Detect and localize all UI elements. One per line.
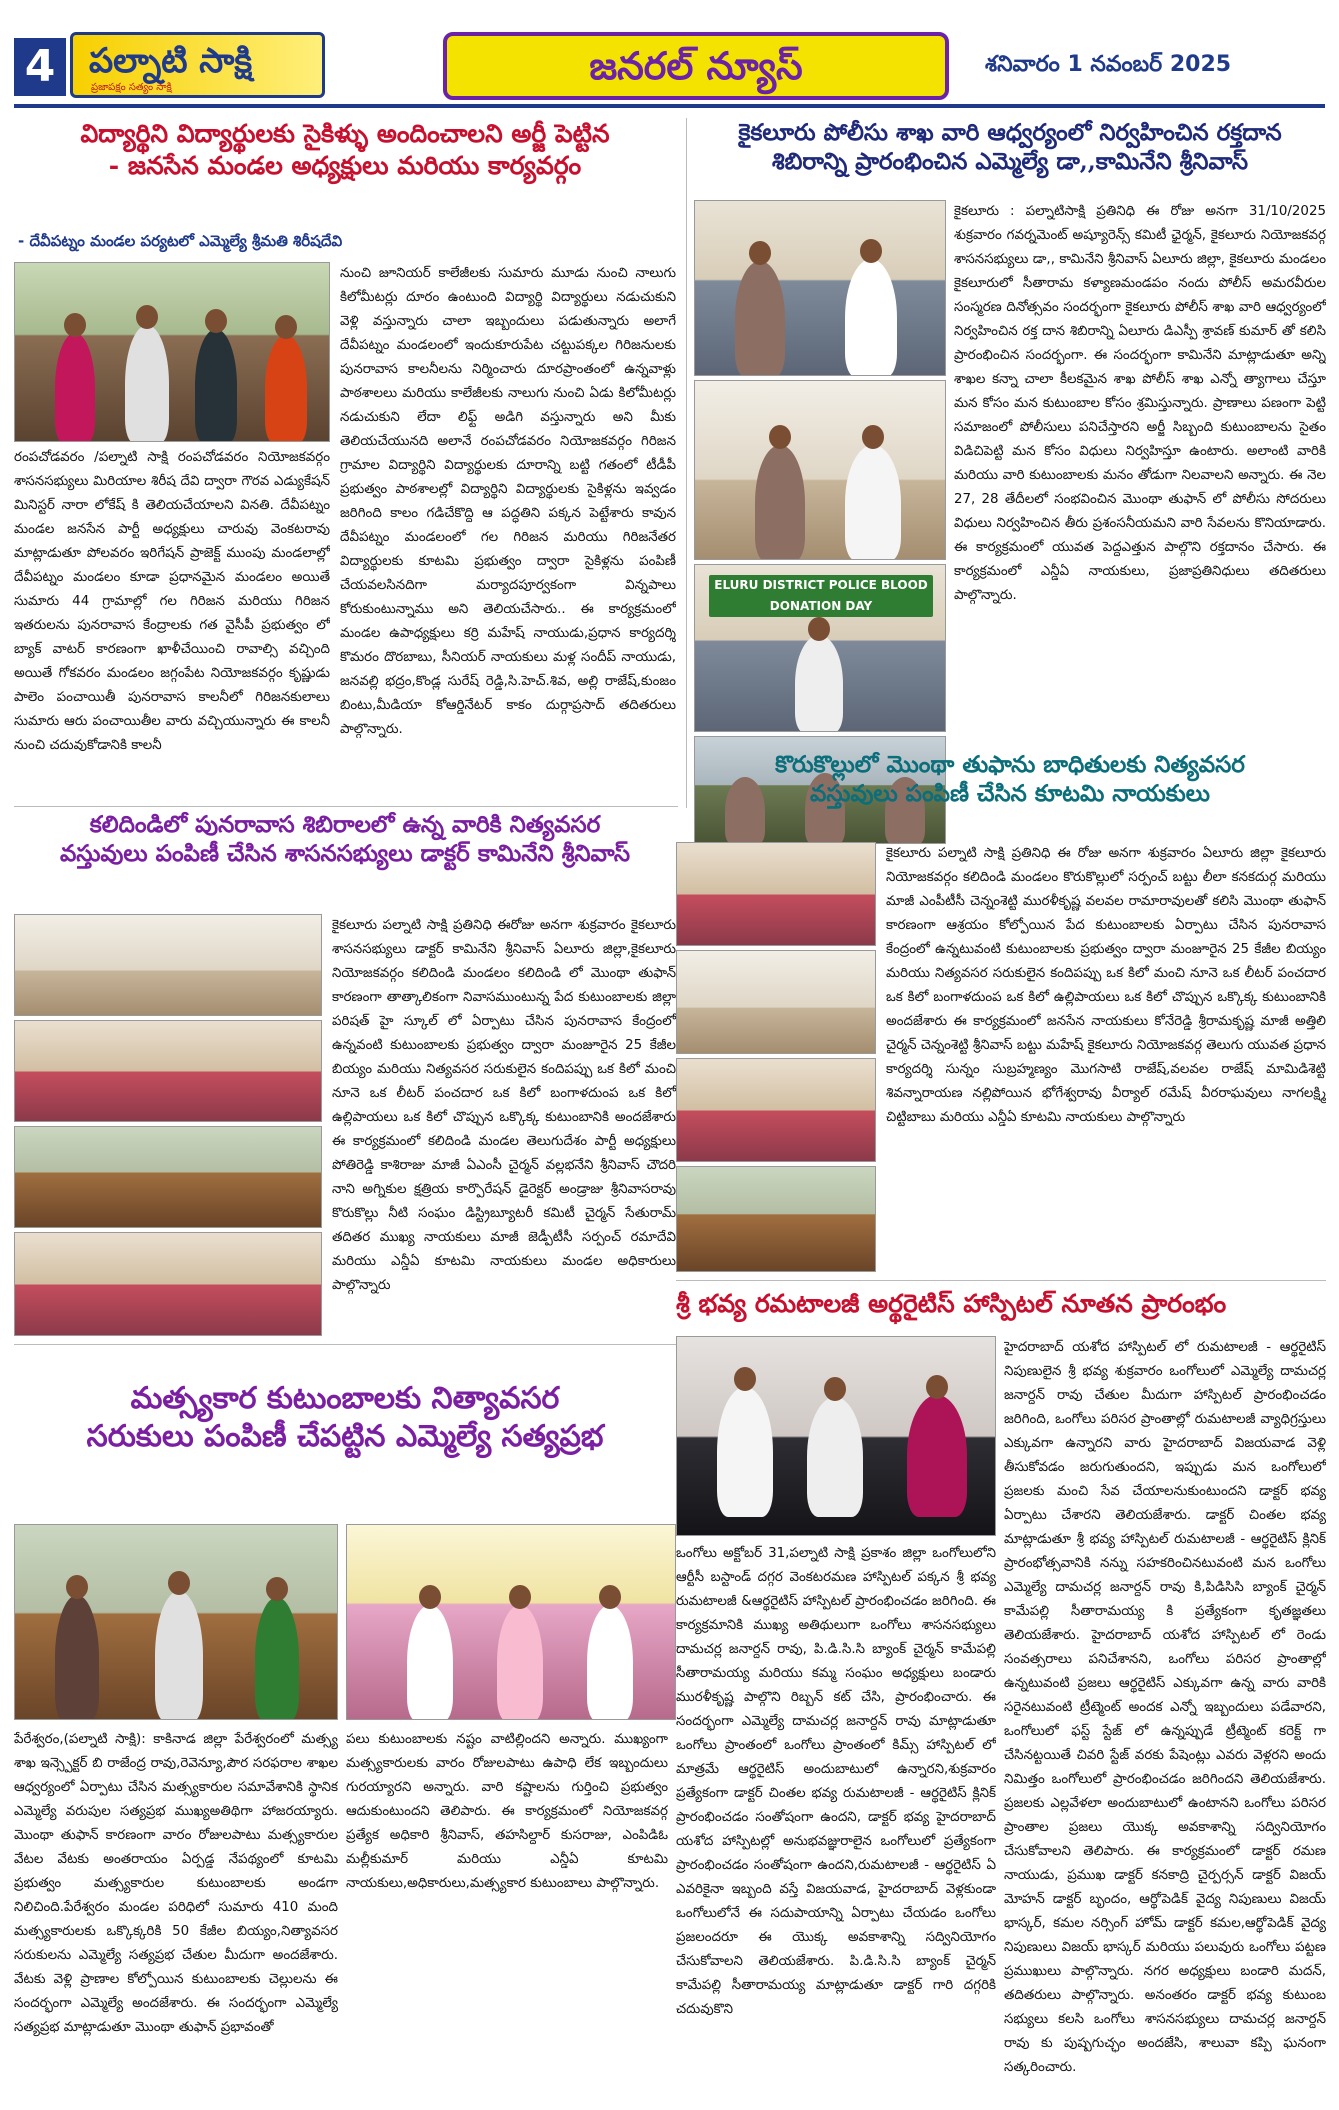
story6-headline-line1: మత్స్యకార కుటుంబాలకు నిత్యావసర xyxy=(130,1381,560,1416)
logo-tagline: ప్రజాపక్షం సత్యం సాక్షి xyxy=(91,82,172,93)
story2-headline-line2: శిబిరాన్ని ప్రారంభించిన ఎమ్మెల్యే డా,,కామినేని శ్రీనివాస్ xyxy=(771,148,1248,176)
story4-photo-3 xyxy=(676,1058,876,1162)
photo-figure-head xyxy=(808,617,830,641)
story3-photo-3 xyxy=(14,1126,322,1228)
photo-figure xyxy=(907,1395,967,1517)
photo-figure xyxy=(155,1591,203,1720)
story4-headline-line2: వస్తువులు పంపిణీ చేసిన కూటమి నాయకులు xyxy=(809,780,1210,808)
photo-figure xyxy=(55,1595,99,1720)
photo-figure xyxy=(755,445,805,560)
story2-photo-2 xyxy=(694,380,946,560)
photo-figure-head xyxy=(599,1585,621,1609)
photo-figure-head xyxy=(749,241,771,265)
section-title: జనరల్ న్యూస్ xyxy=(589,43,803,88)
story1-body-right: నుంచి జూనియర్ కాలేజీలకు సుమారు మూడు నుంచి నాలుగు కిలోమీటర్లు దూరం ఉంటుంది విద్యార్థి విద్యార్థులు నడుచుకుని వెళ్లి వస్తున్నారు చాలా ఇబ్బందులు పడుతున్నారు అలాగే దేవీపట్నం మండలంలో ఇందుకూరుపేట చట్టుపక్కల గిరిజనులకు పునరావాస కాలనీలను నిర్మించారు దూరప్రాంతంలో ఉన్నవాళ్లు పాఠశాలలు మరియు కాలేజీలకు నాలుగు నుంచి ఏడు కిలోమీటర్లు నడుచుకుని లేదా లిఫ్ట్ అడిగి వస్తున్నారు అని మీకు తెలియచేయునది అలానే రంపచోడవరం నియోజకవర్గం గిరిజన గ్రామాల విద్యార్థిని విద్యార్థులకు దూరాన్ని బట్టి గతంలో టీడీపీ ప్రభుత్వం పాఠశాలల్లో విద్యార్థిని విద్యార్థులకు సైకిళ్లను ఇవ్వడం జరిగింది కాలం గడిచేకొద్ది ఆ పద్ధతిని పక్కన పెట్టేశారు కావున దేవీపట్నం మండలంలో గల గిరిజన మరియు గిరిజనేతర విద్యార్థులకు కూటమి ప్రభుత్వం ద్వారా సైకిళ్లను పంపిణీ చేయవలసినదిగా మర్యాదపూర్వకంగా విన్నపాలు కోరుకుంటున్నాము అని తెలియచేసారు.. ఈ కార్యక్రమంలో మండల ఉపాధ్యక్షులు కర్రి మహేష్ నాయుడు,ప్రధాన కార్యదర్శి కొమరం దొరబాబు, సీనియర్ నాయకులు మళ్ల సందీప్ నాయుడు, జనవల్లి భద్రం,కొండ్ల సురేష్ రెడ్డి,సి.హెచ్.శివ, అల్లి రాజేష్,కుంజం బింటు,మీడియా కోఆర్డినేటర్ కాకం దుర్గాప్రసాద్ తదితరులు పాల్గొన్నారు. xyxy=(340,266,676,737)
story1-body-left: రంపచోడవరం /పల్నాటి సాక్షి రంపచోడవరం నియోజకవర్గం శాసనసభ్యులు మిరియాల శిరీష దేవి ద్వారా గౌరవ ఎడ్యుకేషన్ మినిస్టర్ నారా లోకేష్ కి తెలియచేయాలని వినతి. దేవీపట్నం మండల జనసేన పార్టీ అధ్యక్షులు చారువు వెంకటరావు మాట్లాడుతూ పోలవరం ఇరిగేషన్ ప్రాజెక్ట్ ముంపు మండలాల్లో దేవీపట్నం మండలం కూడా ప్రధానమైన మండలం అయితే సుమారు 44 గ్రామాల్లో గల గిరిజన మరియు గిరిజన ఇతరులను పునరావాస కేంద్రాలకు గత వైసీపీ ప్రభుత్వం లో బ్యాక్ వాటర్ కారణంగా ఖాళీచేయించి రావాల్సి వచ్చింది అయితే గోకవరం మండలం జగ్గంపేట నియోజకవర్గం కృష్ణుడు పాలెం పంచాయితీ పునరావాస కాలనీలో గిరిజనకులాలు సుమారు ఆరు పంచాయితీల వారు వచ్చియున్నారు ఈ కాలనీ నుంచి చదువుకోడానికి కాలనీ xyxy=(14,450,330,753)
story6-headline-line2: సరుకులు పంపిణీ చేపట్టిన ఎమ్మెల్యే సత్యప్రభ xyxy=(86,1419,604,1455)
photo-figure xyxy=(807,1397,863,1517)
story5-headline: శ్రీ భవ్య రమటాలజీ అర్థరైటిస్ హాస్పిటల్ నూతన ప్రారంభం xyxy=(676,1289,1227,1318)
page-number: 4 xyxy=(14,38,66,96)
story-divider xyxy=(14,806,678,807)
newspaper-logo xyxy=(70,32,325,98)
story2-photo-1 xyxy=(694,200,946,376)
story-divider xyxy=(676,1280,1326,1281)
masthead-rule xyxy=(14,104,1325,108)
story6-photo-2 xyxy=(346,1524,676,1720)
story4-photo-4 xyxy=(676,1166,876,1272)
story-divider xyxy=(14,1344,676,1345)
story6-photo-1 xyxy=(14,1524,338,1720)
photo-figure xyxy=(795,635,843,732)
photo-figure-head xyxy=(66,1575,88,1599)
story4-photo-1 xyxy=(676,842,876,946)
photo-figure-head xyxy=(205,309,227,333)
story3-headline-line1: కలిదిండిలో పునరావాస శిబిరాలలో ఉన్న వారికి నిత్యవసర xyxy=(89,811,601,838)
photo-figure-head xyxy=(266,1577,288,1601)
photo-figure-head xyxy=(509,1585,531,1609)
photo-figure-head xyxy=(824,1377,846,1401)
photo-figure-head xyxy=(136,305,158,329)
photo-figure xyxy=(265,335,307,442)
story3-photo-4 xyxy=(14,1232,322,1336)
photo-figure-head xyxy=(734,1367,756,1391)
photo-figure-head xyxy=(862,425,884,449)
story4-headline xyxy=(694,750,1326,809)
story5-body-bottom: ఒంగోలు అక్టోబర్ 31,పల్నాటి సాక్షి ప్రకాశం జిల్లా ఒంగోలులోని ఆర్టీసీ బస్టాండ్ దగ్గర వెంకటరమణ హాస్పిటల్ పక్కన శ్రీ భవ్య రుమటాలజీ &ఆర్థరైటిస్ హాస్పిటల్ ప్రారంభించడం జరిగింది. ఈ కార్యక్రమానికి ముఖ్య అతిథులుగా ఒంగోలు శాసనసభ్యులు దామచర్ల జనార్దన్ రావు, పి.డి.సి.సి బ్యాంక్ చైర్మన్ కామేపల్లి సీతారామయ్య మరియు కమ్మ సంఘం అధ్యక్షులు బండారు మురళీకృష్ణ పాల్గొని రిబ్బన్ కట్ చేసి, ప్రారంభించారు. ఈ సందర్భంగా ఎమ్మెల్యే దామచర్ల జనార్దన్ రావు మాట్లాడుతూ ఒంగోలు ప్రాంతంలో ఒంగోలు ప్రాంతంలో కిమ్స్ హాస్పిటల్ లో మాత్రమే ఆర్థరైటిస్ అందుబాటులో ఉన్నారని,శుక్రవారం ప్రత్యేకంగా డాక్టర్ చింతల భవ్య రుమటాలజీ - ఆర్థరైటిస్ క్లినిక్ ప్రారంభించడం సంతోషంగా ఉందని, డాక్టర్ భవ్య హైదరాబాద్ యశోద హాస్పిటల్లో అనుభవజ్ఞురాలైన ఒంగోలులో ప్రత్యేకంగా ప్రారంభించడం సంతోషంగా ఉందని,రుమటాలజీ - ఆర్థరైటిస్ ఏ ఎవరికైనా ఇబ్బంది వస్తే విజయవాడ, హైదరాబాద్ వెళ్లకుండా ఒంగోలులోనే ఈ సదుపాయాన్ని ఏర్పాటు చేయడం ఒంగోలు ప్రజలందరూ ఈ యొక్క అవకాశాన్ని సద్వినియోగం చేసుకోవాలని తెలియజేశారు. పి.డి.సి.సి బ్యాంక్ చైర్మన్ కామేపల్లి సీతారామయ్య మాట్లాడుతూ డాక్టర్ గారి దగ్గరికి చదువుకొని xyxy=(676,1546,996,2017)
photo-figure xyxy=(845,259,897,376)
story4-photo-2 xyxy=(676,950,876,1054)
photo-figure xyxy=(497,1605,543,1720)
photo-figure xyxy=(255,1597,299,1720)
story2-photo-3 xyxy=(694,564,946,732)
story2-headline-line1: కైకలూరు పోలీసు శాఖ వారి ఆధ్వర్యంలో నిర్వహించిన రక్తదాన xyxy=(738,119,1282,146)
photo-figure xyxy=(845,445,901,560)
photo-figure-head xyxy=(168,1571,190,1595)
story3-headline xyxy=(14,810,676,869)
section-banner xyxy=(443,32,949,100)
photo-figure xyxy=(587,1605,633,1720)
story1-headline xyxy=(14,118,676,182)
photo-figure xyxy=(195,329,237,442)
photo-figure-head xyxy=(769,425,791,449)
story2-headline xyxy=(694,118,1326,177)
column-divider xyxy=(686,118,687,808)
photo-figure-head xyxy=(275,315,297,339)
photo-figure xyxy=(125,325,169,442)
story3-body: కైకలూరు పల్నాటి సాక్షి ప్రతినిధి ఈరోజు అనగా శుక్రవారం కైకలూరు శాసనసభ్యులు డాక్టర్ కామినేని శ్రీనివాస్ ఏలూరు జిల్లా,కైకలూరు నియోజకవర్గం కలిదిండి మండలం కలిదిండి లో మొంథా తుఫాన్ కారణంగా తాత్కాలికంగా నివాసముంటున్న పేద కుటుంబాలకు జిల్లా పరిషత్ హై స్కూల్ లో ఏర్పాటు చేసిన పునరావాస కేంద్రంలో ఉన్నవంటి కుటుంబాలకు ప్రభుత్వం ద్వారా మంజూరైన 25 కేజీల బియ్యం మరియు నిత్యవసర సరుకులైన కందిపప్పు ఒక కిలో మంచి నూనె ఒక లీటర్ పంచదార ఒక కిలో బంగాళదుంప ఒక కిలో ఉల్లిపాయలు ఒక కిలో చొప్పున ఒక్కొక్క కుటుంబానికి అందజేశారు ఈ కార్యక్రమంలో కలిదిండి మండల తెలుగుదేశం పార్టీ అధ్యక్షులు పోతిరెడ్డి కాశిరాజు మాజీ ఏఎంసీ చైర్మన్ వల్లభనేని శ్రీనివాస్ చౌదరి నాని అగ్నికుల క్షత్రియ కార్పొరేషన్ డైరెక్టర్ అండ్రాజు శ్రీనివాసరావు కొరుకొల్లు నీటి సంఘం డిస్ట్రిబ్యూటరీ కమిటీ చైర్మన్ సేతురామ్ తదితర ముఖ్య నాయకులు మాజీ జెడ్పీటీసీ సర్పంచ్ రమాదేవి మరియు ఎన్డీఏ కూటమి నాయకులు మండల అధికారులు పాల్గొన్నారు xyxy=(332,918,676,1293)
photo-figure xyxy=(717,1387,773,1517)
photo-figure-head xyxy=(860,239,882,263)
story5-photo xyxy=(676,1336,996,1536)
story1-headline-line2: - జనసేన మండల అధ్యక్షులు మరియు కార్యవర్గం xyxy=(108,151,582,180)
story1-byline: - దేవీపట్నం మండల పర్యటలో ఎమ్మెల్యే శ్రీమతి శిరీషదేవి xyxy=(18,232,343,250)
logo-name: పల్నాటి సాక్షి xyxy=(89,41,253,81)
story2-body: కైకలూరు : పల్నాటిసాక్షి ప్రతినిధి ఈ రోజు అనగా 31/10/2025 శుక్రవారం గవర్నమెంట్ అష్యూరెన్స్ కమిటీ ఛైర్మన్, కైకలూరు నియోజకవర్గ శాసనసభ్యులు డా,, కామినేని శ్రీనివాస్ ఏలూరు జిల్లా, కైకలూరు మండలం కైకలూరులో సీతారామ కళ్యాణమండపం నందు పోలీస్ అమరవీరుల సంస్మరణ దినోత్సవం సందర్భంగా కైకలూరు పోలీస్ శాఖ వారి ఆధ్వర్యంలో నిర్వహించిన రక్త దాన శిబిరాన్ని ఏలూరు డిఎస్పీ శ్రావణ్ కుమార్ తో కలిసి ప్రారంభించిన సందర్భంగా. ఈ సందర్భంగా కామినేని మాట్లాడుతూ అన్ని శాఖల కన్నా చాలా కీలకమైన శాఖ పోలీస్ శాఖ ఎన్నో త్యాగాలు చేస్తూ మన కోసం మన కుటుంబాల కోసం శ్రమిస్తున్నారు. ప్రాణాలు పణంగా పెట్టి సమాజంలో పోలీసులు పనిచేస్తారని అర్జీ సిబ్బంది కుటుంబాలను సైతం విడిచిపెట్టి మన కోసం విధులు నిర్వహిస్తూ ఉంటారు. అలాంటి వారికి మరియు వారి కుటుంబాలకు మనం తోడుగా నిలవాలని అన్నారు. ఈ నెల 27, 28 తేదీలలో సంభవించిన మొంథా తుఫాన్ లో పోలీసు సోదరులు విధులు నిర్వహించిన తీరు ప్రశంసనీయమని వారి సేవలను కొనియాడారు. ఈ కార్యక్రమంలో యువత పెద్దఎత్తున పాల్గొని రక్తదానం చేసారు. ఈ కార్యక్రమంలో ఎన్డీఏ నాయకులు, ప్రజాప్రతినిధులు తదితరులు పాల్గొన్నారు. xyxy=(954,204,1326,603)
story4-body: కైకలూరు పల్నాటి సాక్షి ప్రతినిధి ఈ రోజు అనగా శుక్రవారం ఏలూరు జిల్లా కైకలూరు నియోజకవర్గం కలిదిండి మండలం కొరుకొల్లులో సర్పంచ్ బట్టు లీలా కనకదుర్గ మరియు మాజీ ఎంపీటీసీ చెన్నంశెట్టి మురళీకృష్ణ వలవల రామారావులతో కలిసి మొంథా తుఫాన్ కారణంగా ఆశ్రయం కోల్పోయిన పేద కుటుంబాలకు ఏర్పాటు చేసిన పునరావాస కేంద్రంలో ఉన్నటువంటి కుటుంబాలకు ప్రభుత్వం ద్వారా మంజూరైన 25 కేజీల బియ్యం మరియు నిత్యవసర సరుకులైన కందిపప్పు ఒక కిలో మంచి నూనె ఒక లీటర్ పంచదార ఒక కిలో బంగాళదుంప ఒక కిలో ఉల్లిపాయలు ఒక కిలో చొప్పున ఒక్కొక్క కుటుంబానికి అందజేశారు ఈ కార్యక్రమంలో జనసేన నాయకులు కోనేరెడ్డి శ్రీరామకృష్ణ మాజీ అత్తిలి చైర్మన్ చెన్నంశెట్టి శ్రీనివాస్ బట్టు మహేష్ కైకలూరు నియోజకవర్గ తెలుగు యువత ప్రధాన కార్యదర్శి సున్నం సుబ్రహ్మణ్యం మొగసాటి రాజేష్,వలవల రాజేష్ మామిడిశెట్టి శివన్నారాయణ నల్లిపోయిన భోగేశ్వరావు వీర్యాల్ రమేష్ వీరరాఘవులు నాగలక్ష్మి చిట్టిబాబు మరియు ఎన్డీఏ కూటమి నాయకులు పాల్గొన్నారు xyxy=(886,846,1326,1125)
story6-body-right: పలు కుటుంబాలకు నష్టం వాటిల్లిందని అన్నారు. ముఖ్యంగా మత్స్యకారులకు వారం రోజులపాటు ఉపాధి లేక ఇబ్బందులు గురయ్యారని అన్నారు. వారి కష్టాలను గుర్తించి ప్రభుత్వం ఆదుకుంటుందని తెలిపారు. ఈ కార్యక్రమంలో నియోజకవర్గ ప్రత్యేక అధికారి శ్రీనివాస్, తహసిల్దార్ కుసరాజు, ఎంపిడిఓ మల్లీకుమార్ మరియు ఎన్డీఏ కూటమి నాయకులు,అధికారులు,మత్స్యకార కుటుంబాలు పాల్గొన్నారు. xyxy=(346,1732,668,1891)
story3-headline-line2: వస్తువులు పంపిణీ చేసిన శాసనసభ్యులు డాక్టర్ కామినేని శ్రీనివాస్ xyxy=(59,840,631,868)
story3-photo-2 xyxy=(14,1020,322,1122)
photo-figure xyxy=(55,333,95,442)
story1-photo xyxy=(14,262,330,442)
blood-donation-banner: ELURU DISTRICT POLICE BLOOD DONATION DAY xyxy=(709,575,933,617)
story6-body-left: పేరేశ్వరం,(పల్నాటి సాక్షి): కాకినాడ జిల్లా పేరేశ్వరంలో మత్స్య శాఖ ఇన్స్పెక్టర్ బి రాజేంద్ర రావు,రెవెన్యూ,పౌర సరఫరాల శాఖల ఆధ్వర్యంలో ఏర్పాటు చేసిన మత్స్యకారుల సమావేశానికి స్థానిక ఎమ్మెల్యే వరుపుల సత్యప్రభ ముఖ్యఅతిథిగా హాజరయ్యారు. మొంథా తుఫాన్ కారణంగా వారం రోజులపాటు మత్స్యకారుల వేటల వేటకు అంతరాయం ఏర్పడ్డ నేపథ్యంలో కూటమి ప్రభుత్వం మత్స్యకారుల కుటుంబాలకు అండగా నిలిచింది.పేరేశ్వరం మండల పరిధిలో సుమారు 410 మంది మత్స్యకారులకు ఒక్కొక్కరికి 50 కేజీల బియ్యం,నిత్యావసర సరుకులను ఎమ్మెల్యే సత్యప్రభ చేతుల మీదుగా అందజేశారు. వేటకు వెళ్లి ప్రాణాల కోల్పోయిన కుటుంబాలకు చెల్లులను ఈ సందర్భంగా ఎమ్మెల్యే అందజేశారు. ఈ సందర్భంగా ఎమ్మెల్యే సత్యప్రభ మాట్లాడుతూ మొంథా తుఫాన్ ప్రభావంతో xyxy=(14,1732,338,2035)
story5-body-top: హైదరాబాద్ యశోద హాస్పిటల్ లో రుమటాలజీ - ఆర్థరైటిస్ నిపుణులైన శ్రీ భవ్య శుక్రవారం ఒంగోలులో ఎమ్మెల్యే దామచర్ల జనార్దన్ రావు చేతుల మీదుగా హాస్పిటల్ ప్రారంభించడం జరిగింది, ఒంగోలు పరిసర ప్రాంతాల్లో రుమటాలజీ వ్యాధిగ్రస్తులు ఎక్కువగా ఉన్నారని వారు హైదరాబాద్ విజయవాడ వెళ్లి తీసుకోవడం జరుగుతుందని, ఇప్పుడు మన ఒంగోలులో ప్రజలకు మంచి సేవ చేయాలనుకుంటుందని డాక్టర్ భవ్య ఏర్పాటు చేశారని తెలియజేశారు. డాక్టర్ చింతల భవ్య మాట్లాడుతూ శ్రీ భవ్య హాస్పిటల్ రుమటాలజీ - ఆర్థరైటిస్ క్లినిక్ ప్రారంభోత్సవానికి నన్ను సహకరించినటువంటి మన ఒంగోలు ఎమ్మెల్యే దామచర్ల జనార్దన్ రావు కి,పిడిసిసి బ్యాంక్ చైర్మన్ కామేపల్లి సీతారామయ్య కి ప్రత్యేకంగా కృతజ్ఞతలు తెలియజేశారు. హైదరాబాద్ యశోద హాస్పిటల్ లో రెండు సంవత్సరాలు పనిచేశానని, ఒంగోలు పరిసర ప్రాంతాల్లో ఉన్నటువంటి ప్రజలు ఆర్థరైటిస్ ఎక్కువగా ఉన్న వారు వారికి సరైనటువంటి ట్రీట్మెంట్ అందక ఎన్నో ఇబ్బందులు పడేవారని, ఒంగోలులో ఫస్ట్ స్టేజ్ లో ఉన్నప్పుడే ట్రీట్మెంట్ కరెక్ట్ గా చేసినట్టయితే చివరి స్టేజ్ వరకు పేషెంట్లు ఎవరు వెళ్లరని అందు నిమిత్తం ఒంగోలులో ప్రారంభించడం జరిగిందని తెలియజేశారు. ప్రజలకు ఎల్లవేళలా అందుబాటులో ఉంటానని ఒంగోలు పరిసర ప్రాంతాల ప్రజలు యొక్క అవకాశాన్ని సద్వినియోగం చేసుకోవాలని తెలిపారు. ఈ కార్యక్రమంలో డాక్టర్ రమణ నాయుడు, ప్రముఖ డాక్టర్ కనకాద్రి చైర్పర్సన్ డాక్టర్ విజయ్ మోహన్ డాక్టర్ బృందం, ఆర్థోపెడిక్ వైద్య నిపుణులు విజయ్ భాస్కర్, కమల నర్సింగ్ హోమ్ డాక్టర్ కమల,ఆర్థోపెడిక్ వైద్య నిపుణులు విజయ్ భాస్కర్ మరియు పలువురు ఒంగోలు పట్టణ ప్రముఖులు పాల్గొన్నారు. నగర అధ్యక్షులు బండారి మదన్, తదితరులు పాల్గొన్నారు. అనంతరం డాక్టర్ భవ్య కుటుంబ సభ్యులు కలసి ఒంగోలు శాసనసభ్యులు దామచర్ల జనార్దన్ రావు కు పుష్పగుచ్ఛం అందజేసి, శాలువా కప్పి ఘనంగా సత్కరించారు. xyxy=(1004,1340,1326,2075)
story1-headline-line1: విద్యార్థిని విద్యార్థులకు సైకిళ్ళు అందించాలని అర్జీ పెట్టిన xyxy=(80,119,610,148)
masthead xyxy=(0,0,1339,108)
story3-photo-1 xyxy=(14,914,322,1016)
story6-headline xyxy=(14,1380,676,1457)
photo-figure-head xyxy=(419,1585,441,1609)
photo-figure xyxy=(407,1605,453,1720)
photo-figure xyxy=(735,261,785,376)
issue-date: శనివారం 1 నవంబర్ 2025 xyxy=(985,52,1232,77)
photo-figure-head xyxy=(926,1375,948,1399)
photo-figure-head xyxy=(64,313,86,337)
story4-headline-line1: కొరుకొల్లులో మొంథా తుఫాను బాధితులకు నిత్యవసర xyxy=(775,751,1245,778)
